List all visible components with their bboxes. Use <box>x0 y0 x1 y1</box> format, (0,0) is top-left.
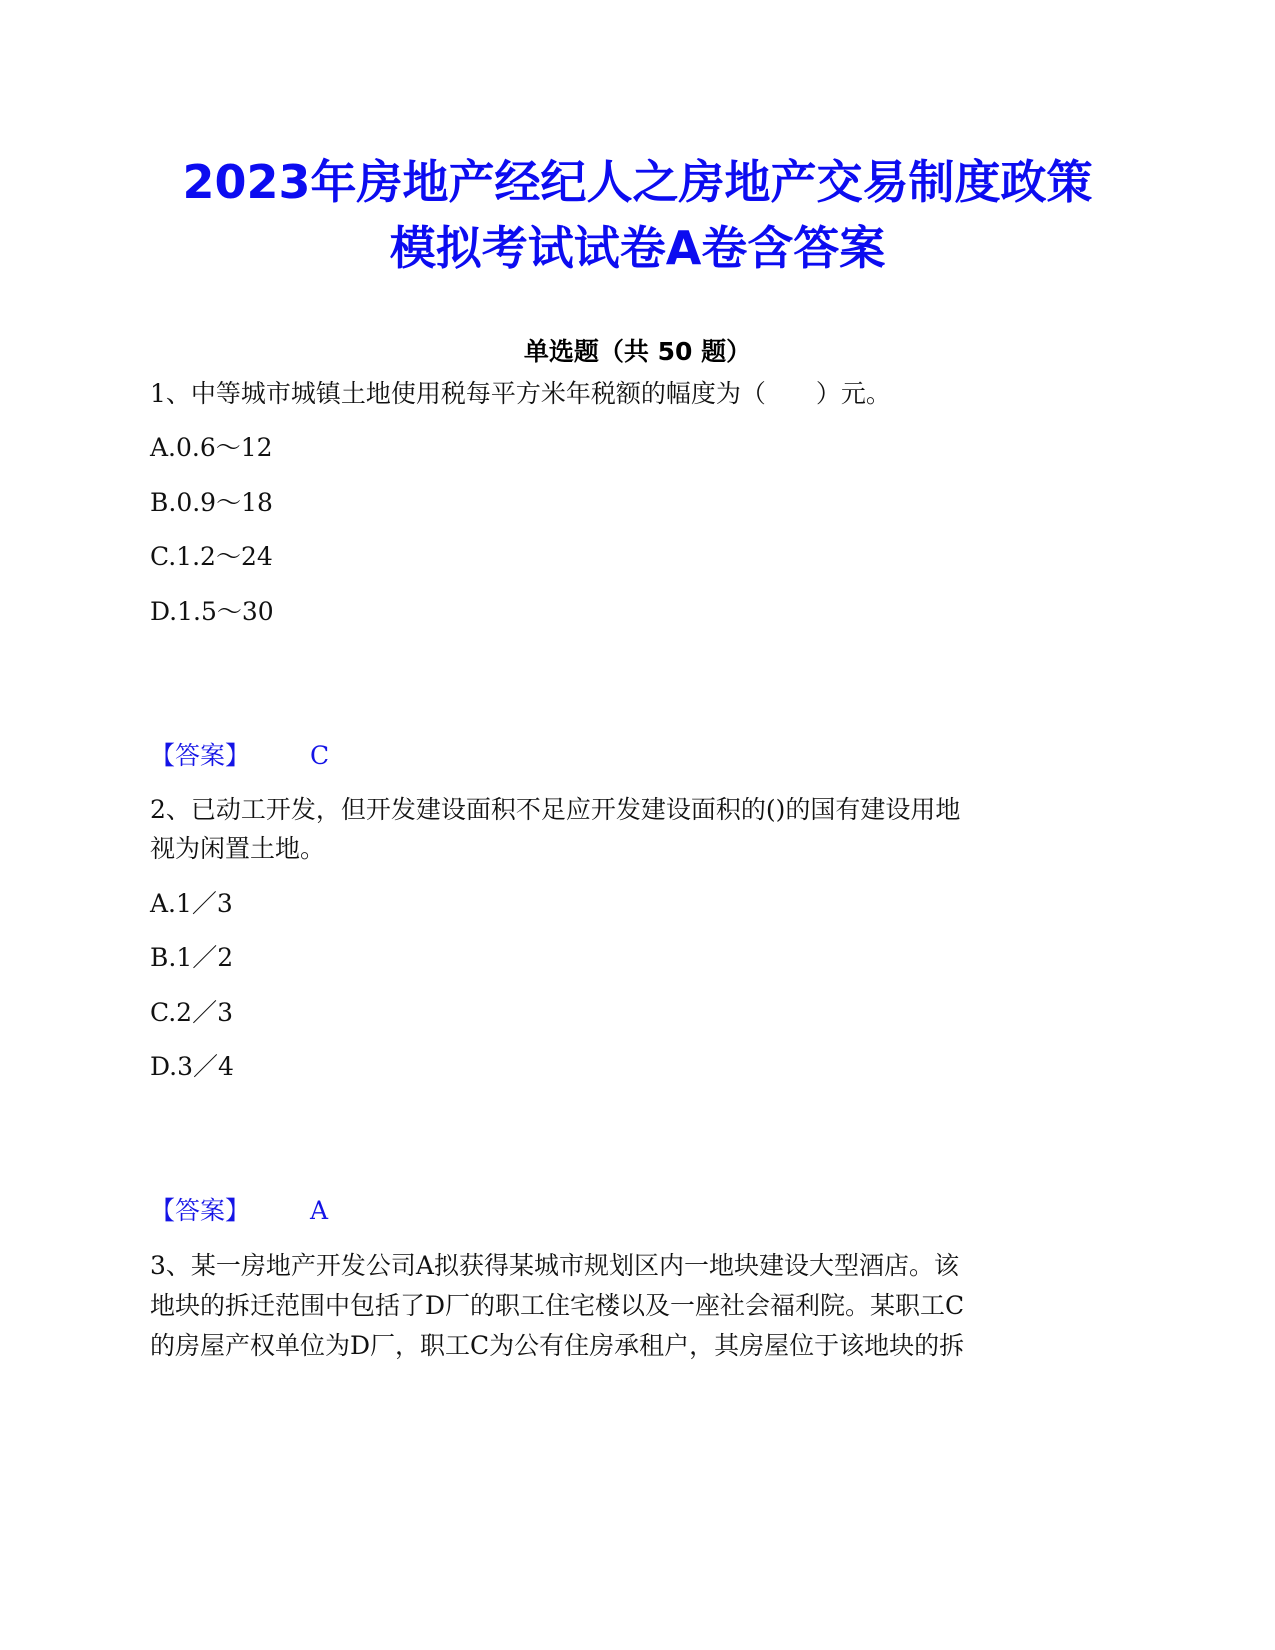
answer-label: 【答案】 <box>150 1196 251 1225</box>
question-3-stem-line-2: 地块的拆迁范围中包括了D厂的职工住宅楼以及一座社会福利院。某职工C <box>150 1291 965 1320</box>
question-2-option-b: B.1／2 <box>150 943 234 972</box>
document-title-line-1: 2023年房地产经纪人之房地产交易制度政策 <box>182 155 1093 209</box>
question-1-option-c: C.1.2～24 <box>150 542 273 571</box>
question-2-stem-line-1: 2、已动工开发，但开发建设面积不足应开发建设面积的()的国有建设用地 <box>150 795 961 824</box>
document-title-line-2: 模拟考试试卷A卷含答案 <box>389 221 886 275</box>
question-2-stem-line-2: 视为闲置土地。 <box>150 834 326 863</box>
question-2-option-d: D.3／4 <box>150 1052 234 1081</box>
question-3-stem-line-1: 3、某一房地产开发公司A拟获得某城市规划区内一地块建设大型酒店。该 <box>150 1251 959 1280</box>
question-1-option-b: B.0.9～18 <box>150 488 273 517</box>
question-1-answer-value: C <box>310 741 330 770</box>
question-2-option-a: A.1／3 <box>150 889 233 918</box>
question-2-answer <box>150 1193 329 1229</box>
question-3-stem-line-3: 的房屋产权单位为D厂，职工C为公有住房承租户，其房屋位于该地块的拆 <box>150 1331 965 1360</box>
question-1-stem: 1、中等城市城镇土地使用税每平方米年税额的幅度为（ ）元。 <box>150 379 891 408</box>
question-1-option-a: A.0.6～12 <box>150 433 273 462</box>
question-1-option-d: D.1.5～30 <box>150 597 274 626</box>
section-heading: 单选题（共 50 题） <box>523 337 752 366</box>
question-2-option-c: C.2／3 <box>150 998 233 1027</box>
answer-label: 【答案】 <box>150 741 251 770</box>
question-2-answer-value: A <box>310 1196 329 1225</box>
question-1-answer <box>150 738 330 774</box>
